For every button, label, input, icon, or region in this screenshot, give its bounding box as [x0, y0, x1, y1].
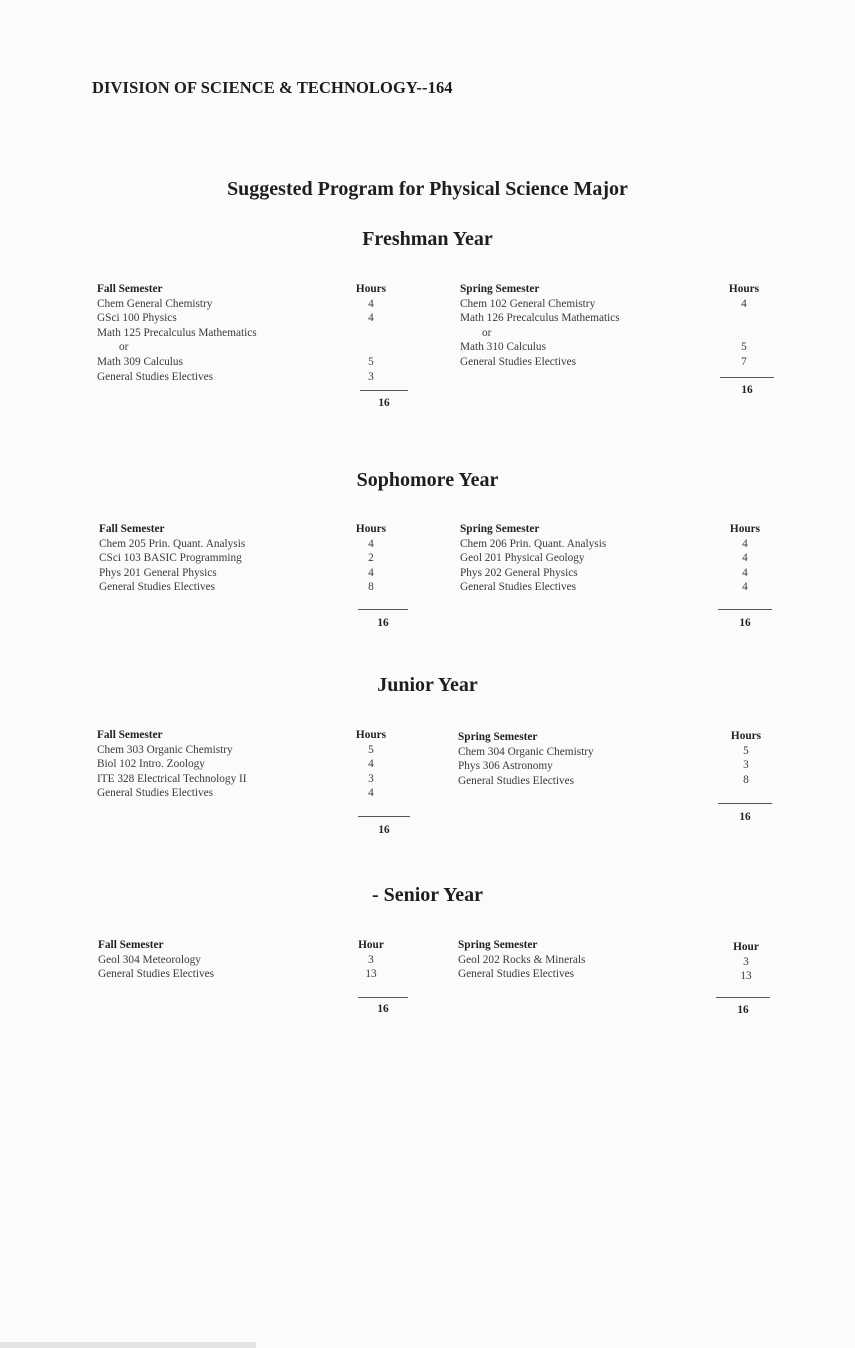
junior-spring-courses [458, 730, 698, 788]
fall-semester-heading: Fall Semester [99, 523, 165, 535]
course-name: General Studies Electives [458, 968, 575, 981]
junior-fall-courses [97, 728, 327, 801]
hours-heading: Hours [355, 729, 387, 741]
program-title: Suggested Program for Physical Science Major [227, 178, 628, 200]
course-hours: 4 [368, 787, 374, 800]
freshman-fall-courses [97, 282, 327, 384]
course-name: General Studies Electives [98, 968, 215, 981]
hours-heading: Hours [729, 523, 761, 535]
course-name: Chem 102 General Chemistry [460, 297, 596, 310]
course-hours: 3 [743, 759, 749, 772]
course-hours: 4 [742, 537, 748, 550]
senior-fall-total: 16 [377, 1003, 389, 1015]
course-name: Chem General Chemistry [97, 297, 213, 310]
course-hours: 4 [741, 297, 747, 310]
hours-heading: Hours [355, 283, 387, 295]
course-hours: 2 [368, 552, 374, 565]
course-hours: 4 [368, 758, 374, 771]
course-name: General Studies Electives [97, 787, 214, 800]
course-name: General Studies Electives [458, 774, 575, 787]
course-hours [355, 326, 387, 341]
course-name: Chem 205 Prin. Quant. Analysis [99, 537, 246, 550]
course-hours: 5 [741, 341, 747, 354]
year-title-senior: - Senior Year [371, 884, 484, 906]
sophomore-fall-hours [354, 522, 388, 595]
course-hours [724, 326, 764, 341]
course-hours: 3 [368, 772, 374, 785]
course-hours: 8 [368, 581, 374, 594]
hours-heading: Hour [358, 939, 384, 951]
course-name: Geol 202 Rocks & Minerals [458, 953, 586, 966]
scan-edge-shadow [0, 1342, 256, 1348]
total-rule [718, 609, 772, 610]
junior-spring-hours [726, 729, 766, 787]
freshman-fall-total: 16 [378, 397, 390, 409]
course-hours [724, 311, 764, 326]
senior-spring-courses [458, 938, 698, 982]
course-name: Math 125 Precalculus Mathematics [97, 326, 257, 339]
course-hours: 5 [743, 744, 749, 757]
course-name: Phys 201 General Physics [99, 566, 217, 579]
course-hours: 8 [743, 773, 749, 786]
course-hours: 3 [368, 953, 374, 966]
course-name: General Studies Electives [460, 355, 577, 368]
course-hours [355, 340, 387, 355]
senior-spring-total: 16 [737, 1004, 749, 1016]
course-hours: 13 [365, 968, 377, 981]
course-name: Phys 202 General Physics [460, 566, 578, 579]
fall-semester-heading: Fall Semester [98, 939, 164, 951]
course-name: ITE 328 Electrical Technology II [97, 772, 247, 785]
total-rule [720, 377, 774, 378]
course-name: Math 309 Calculus [97, 355, 183, 368]
spring-semester-heading: Spring Semester [458, 731, 538, 743]
hours-heading: Hour [733, 941, 759, 953]
spring-semester-heading: Spring Semester [458, 939, 538, 951]
course-hours: 4 [368, 537, 374, 550]
senior-spring-hours [726, 940, 766, 984]
freshman-spring-courses [460, 282, 700, 370]
course-hours: 13 [740, 970, 752, 983]
course-name: Geol 304 Meteorology [98, 953, 201, 966]
course-hours: 5 [368, 743, 374, 756]
freshman-spring-total: 16 [741, 384, 753, 396]
spring-semester-heading: Spring Semester [460, 283, 540, 295]
course-hours: 4 [368, 312, 374, 325]
hours-heading: Hours [355, 523, 387, 535]
course-name: Chem 304 Organic Chemistry [458, 745, 594, 758]
spring-semester-heading: Spring Semester [460, 523, 540, 535]
junior-fall-total: 16 [378, 824, 390, 836]
junior-spring-total: 16 [739, 811, 751, 823]
course-name: Math 126 Precalculus Mathematics [460, 312, 620, 325]
course-name: GSci 100 Physics [97, 312, 177, 325]
year-title-sophomore: Sophomore Year [356, 469, 499, 491]
freshman-fall-hours [355, 282, 387, 384]
course-name: General Studies Electives [460, 581, 577, 594]
course-alternative-or: or [119, 341, 129, 354]
course-name: General Studies Electives [97, 370, 214, 383]
total-rule [358, 997, 408, 998]
sophomore-spring-hours [724, 522, 766, 595]
freshman-spring-hours [724, 282, 764, 370]
course-hours: 4 [368, 297, 374, 310]
total-rule [358, 609, 408, 610]
senior-fall-hours [353, 938, 389, 982]
hours-heading: Hours [730, 730, 762, 742]
course-hours: 3 [743, 955, 749, 968]
senior-fall-courses [98, 938, 328, 982]
course-name: Chem 206 Prin. Quant. Analysis [460, 537, 607, 550]
sophomore-fall-courses [99, 522, 329, 595]
course-name: Math 310 Calculus [460, 341, 546, 354]
total-rule [358, 816, 410, 817]
course-hours: 4 [742, 566, 748, 579]
course-hours: 4 [742, 552, 748, 565]
fall-semester-heading: Fall Semester [97, 283, 163, 295]
course-hours: 4 [368, 566, 374, 579]
course-name: General Studies Electives [99, 581, 216, 594]
junior-fall-hours [353, 728, 389, 801]
fall-semester-heading: Fall Semester [97, 729, 163, 741]
year-title-junior: Junior Year [377, 674, 478, 696]
course-name: Geol 201 Physical Geology [460, 552, 585, 565]
course-name: CSci 103 BASIC Programming [99, 552, 242, 565]
sophomore-fall-total: 16 [377, 617, 389, 629]
course-name: Biol 102 Intro. Zoology [97, 758, 205, 771]
total-rule [360, 390, 408, 391]
hours-heading: Hours [728, 283, 760, 295]
course-name: Chem 303 Organic Chemistry [97, 743, 233, 756]
year-title-freshman: Freshman Year [362, 228, 493, 250]
course-hours: 5 [368, 355, 374, 368]
course-alternative-or: or [482, 326, 492, 339]
course-name: Phys 306 Astronomy [458, 760, 553, 773]
total-rule [718, 803, 772, 804]
course-hours: 3 [368, 370, 374, 383]
course-hours: 7 [741, 355, 747, 368]
sophomore-spring-total: 16 [739, 617, 751, 629]
sophomore-spring-courses [460, 522, 700, 595]
total-rule [716, 997, 770, 998]
page-header: DIVISION OF SCIENCE & TECHNOLOGY--164 [92, 78, 453, 97]
course-hours: 4 [742, 581, 748, 594]
